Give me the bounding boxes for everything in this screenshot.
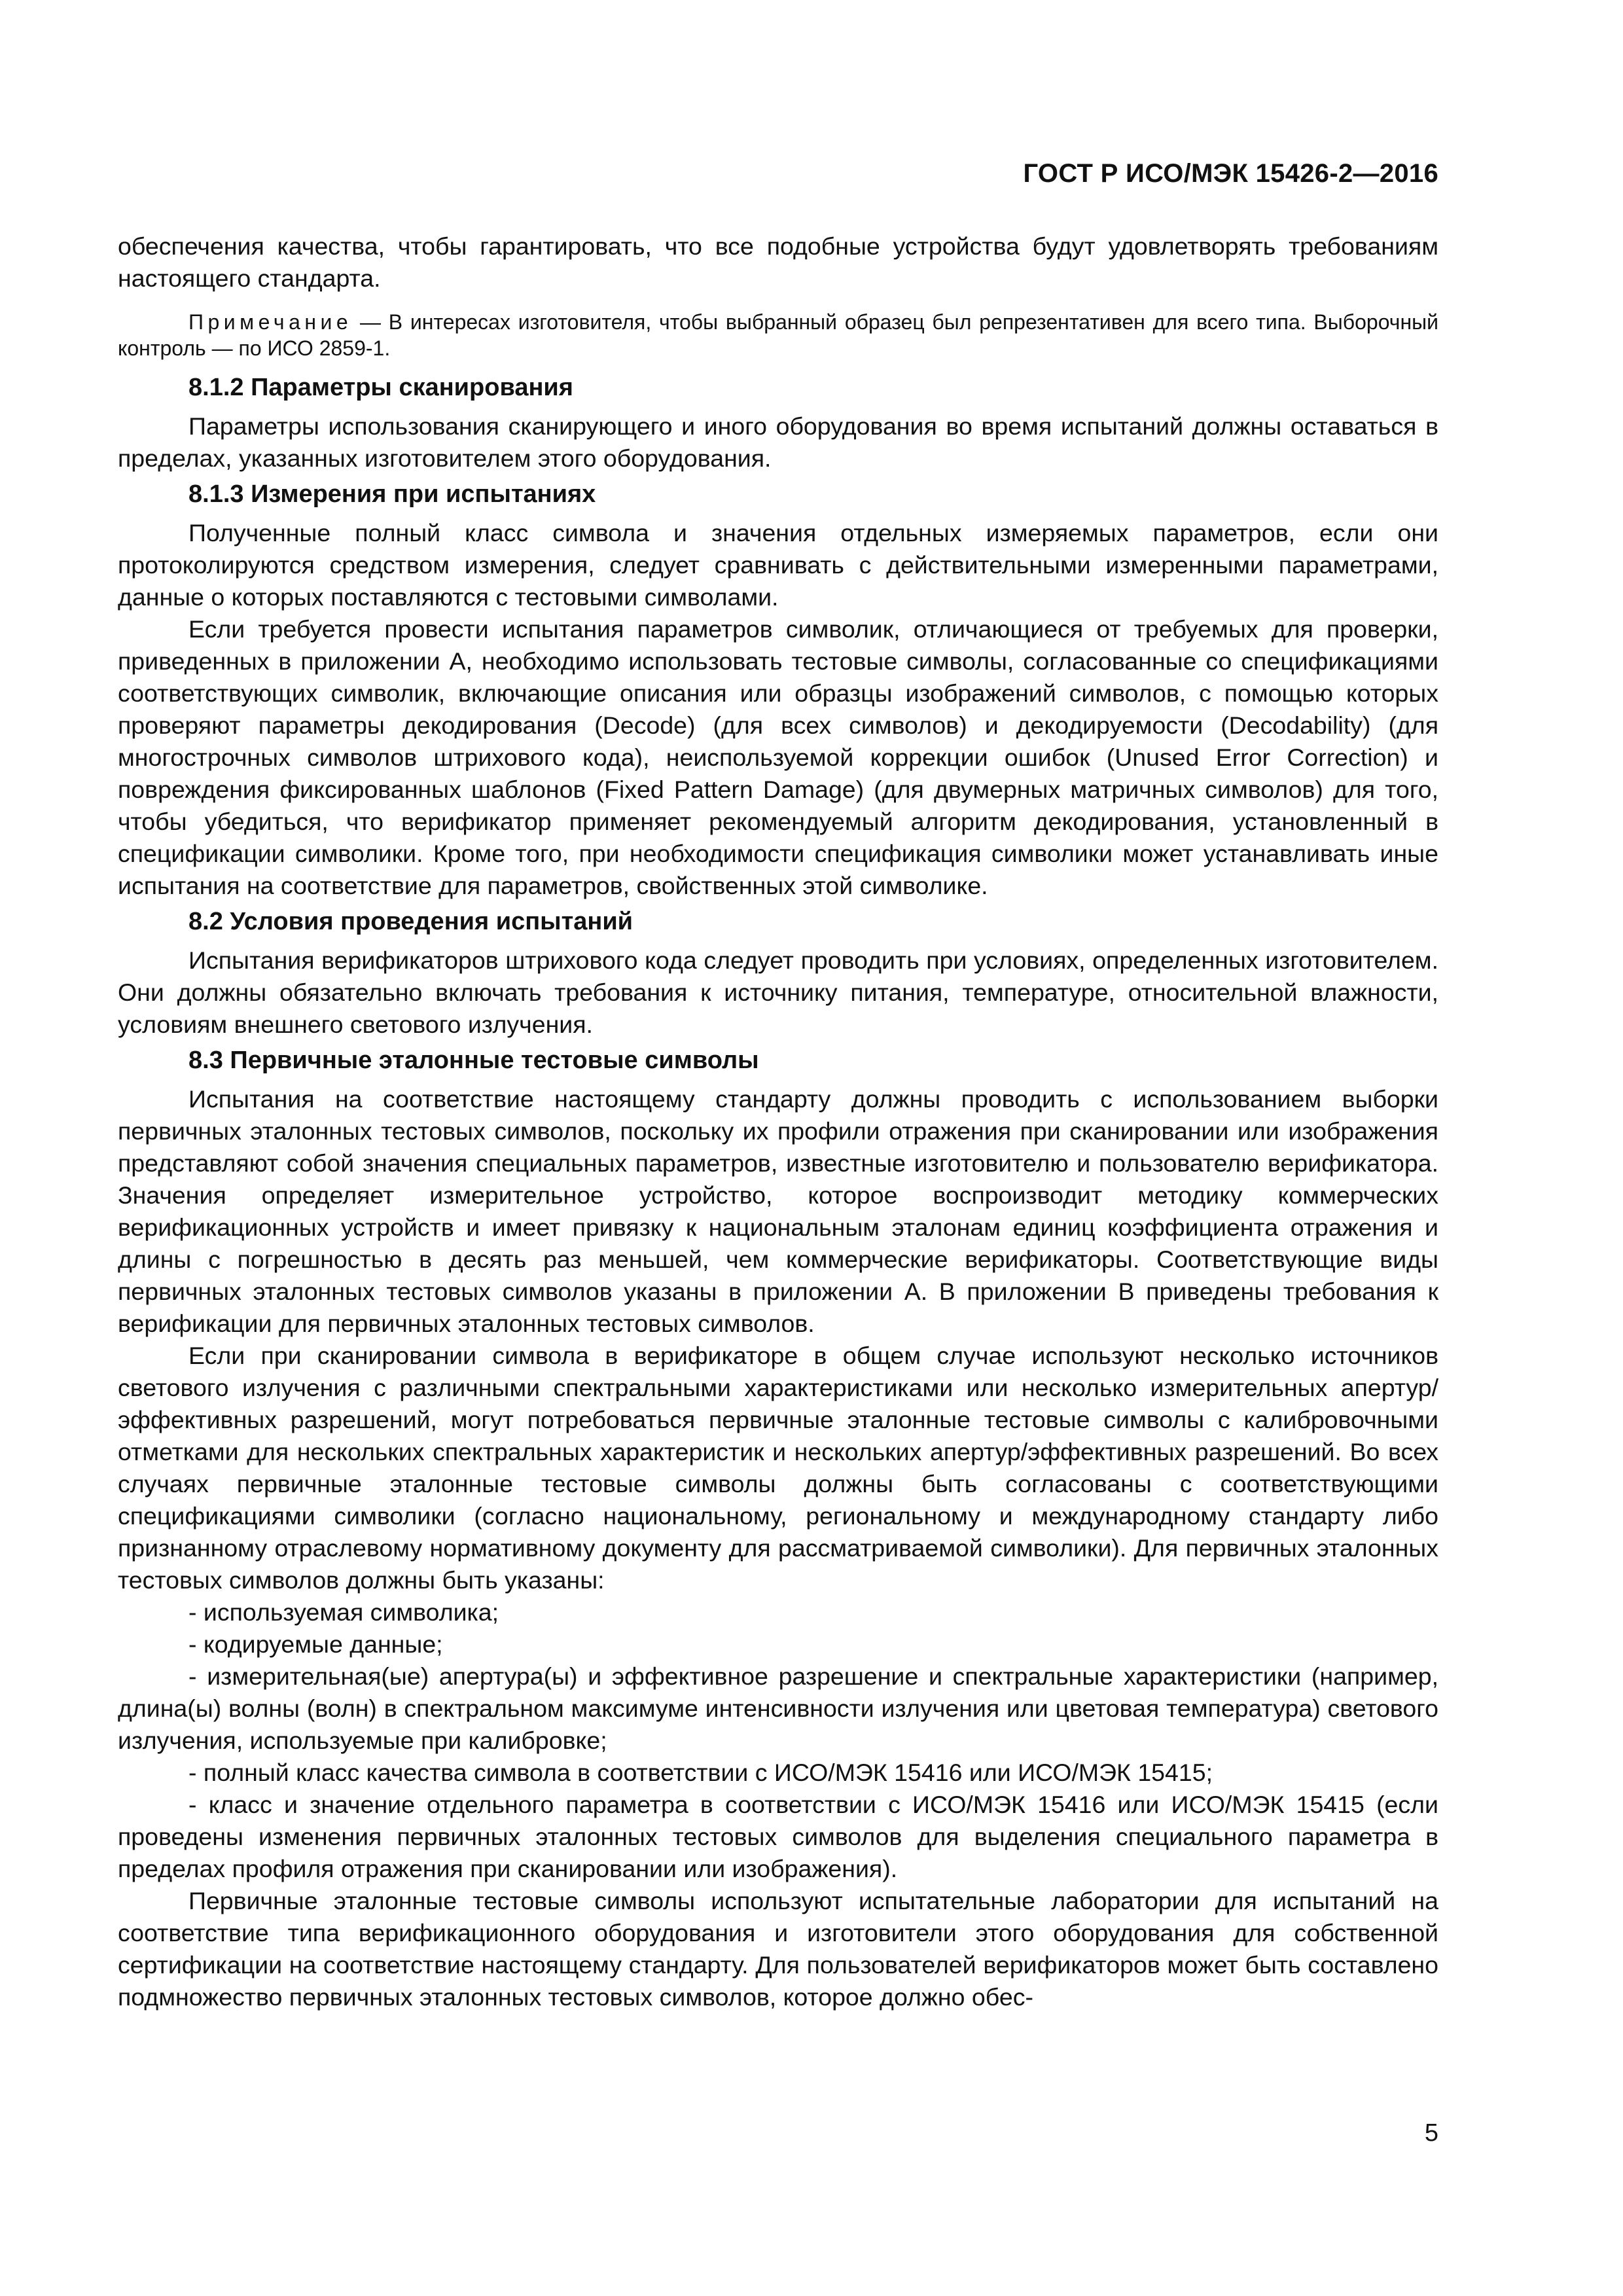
note-label: Примечание: [188, 310, 353, 334]
section-heading-8-3: 8.3 Первичные эталонные тестовые символы: [188, 1047, 759, 1074]
standard-designation: ГОСТ Р ИСО/МЭК 15426-2—2016: [1023, 159, 1438, 188]
page-body: [118, 230, 1438, 2013]
list-item: - кодируемые данные;: [188, 1630, 443, 1658]
paragraph: Полученные полный класс символа и значения отдельных измеряемых параметров, если они протоколируются средством измерения, следует сравнивать с действительными измеренными параметрами, данные о которых поставляются с тестовыми символами.: [118, 519, 1438, 611]
paragraph: Испытания верификаторов штрихового кода следует проводить при условиях, определенных изготовителем. Они должны обязательно включать требования к источнику питания, температуре, относительной влажности, условиям внешнего светового излучения.: [118, 946, 1438, 1038]
paragraph: Параметры использования сканирующего и иного оборудования во время испытаний должны оставаться в пределах, указанных изготовителем этого оборудования.: [118, 412, 1438, 472]
paragraph-intro: обеспечения качества, чтобы гарантировать, что все подобные устройства будут удовлетворять требованиям настоящего стандарта.: [118, 232, 1438, 292]
list-item: - измерительная(ые) апертура(ы) и эффективное разрешение и спектральные характеристики (например, длина(ы) волны (волн) в спектральном максимуме интенсивности излучения или цветовая температура) светового излучения, используемые при калибровке;: [118, 1662, 1438, 1754]
list-item: - полный класс качества символа в соответствии с ИСО/МЭК 15416 или ИСО/МЭК 15415;: [188, 1759, 1213, 1786]
list-item: - класс и значение отдельного параметра в соответствии с ИСО/МЭК 15416 или ИСО/МЭК 15415 (если проведены изменения первичных эталонных тестовых символов для выделения специального параметра в пределах профиля отражения при сканировании или изображения).: [118, 1791, 1438, 1882]
note: [118, 309, 1438, 361]
paragraph: Испытания на соответствие настоящему стандарту должны проводить с использованием выборки первичных эталонных тестовых символов, поскольку их профили отражения при сканировании или изображения представляют собой значения специальных параметров, известные изготовителю и пользователю верификатора. Значения определяет измерительное устройство, которое воспроизводит методику коммерческих верификационных устройств и имеет привязку к национальным эталонам единиц коэффициента отражения и длины с погрешностью в десять раз меньшей, чем коммерческие верификаторы. Соответствующие виды первичных эталонных тестовых символов указаны в приложении А. В приложении В приведены требования к верификации для первичных эталонных тестовых символов.: [118, 1085, 1438, 1337]
paragraph: Первичные эталонные тестовые символы используют испытательные лаборатории для испытаний на соответствие типа верификационного оборудования и изготовители этого оборудования для собственной сертификации на соответствие настоящему стандарту. Для пользователей верификаторов может быть составлено подмножество первичных эталонных тестовых символов, которое должно обес-: [118, 1887, 1438, 2011]
note-text: — В интересах изготовителя, чтобы выбранный образец был репрезентативен для всего типа. Выборочный контроль — по ИСО 2859-1.: [118, 310, 1438, 360]
section-heading-8-1-3: 8.1.3 Измерения при испытаниях: [188, 480, 596, 508]
list-item: - используемая символика;: [188, 1598, 499, 1626]
page-number: 5: [1424, 2119, 1438, 2147]
section-heading-8-1-2: 8.1.2 Параметры сканирования: [188, 374, 573, 401]
section-heading-8-2: 8.2 Условия проведения испытаний: [188, 908, 633, 935]
paragraph: Если требуется провести испытания параметров символик, отличающиеся от требуемых для проверки, приведенных в приложении А, необходимо использовать тестовые символы, согласованные со спецификациями соответствующих символик, включающие описания или образцы изображений символов, с помощью которых проверяют параметры декодирования (Decode) (для всех символов) и декодируемости (Decodability) (для многострочных символов штрихового кода), неиспользуемой коррекции ошибок (Unused Error Correction) и повреждения фиксированных шаблонов (Fixed Pattern Damage) (для двумерных матричных символов) для того, чтобы убедиться, что верификатор применяет рекомендуемый алгоритм декодирования, установленный в спецификации символики. Кроме того, при необходимости спецификация символики может устанавливать иные испытания на соответствие для параметров, свойственных этой символике.: [118, 615, 1438, 899]
paragraph: Если при сканировании символа в верификаторе в общем случае используют несколько источников светового излучения с различными спектральными характеристиками или несколько измерительных апертур/эффективных разрешений, могут потребоваться первичные эталонные тестовые символы с калибровочными отметками для нескольких спектральных характеристик и нескольких апертур/эффективных разрешений. Во всех случаях первичные эталонные тестовые символы должны быть согласованы с соответствующими спецификациями символики (согласно национальному, региональному и международному стандарту либо признанному отраслевому нормативному документу для рассматриваемой символики). Для первичных эталонных тестовых символов должны быть указаны:: [118, 1342, 1438, 1594]
document-page: [118, 0, 1438, 2296]
